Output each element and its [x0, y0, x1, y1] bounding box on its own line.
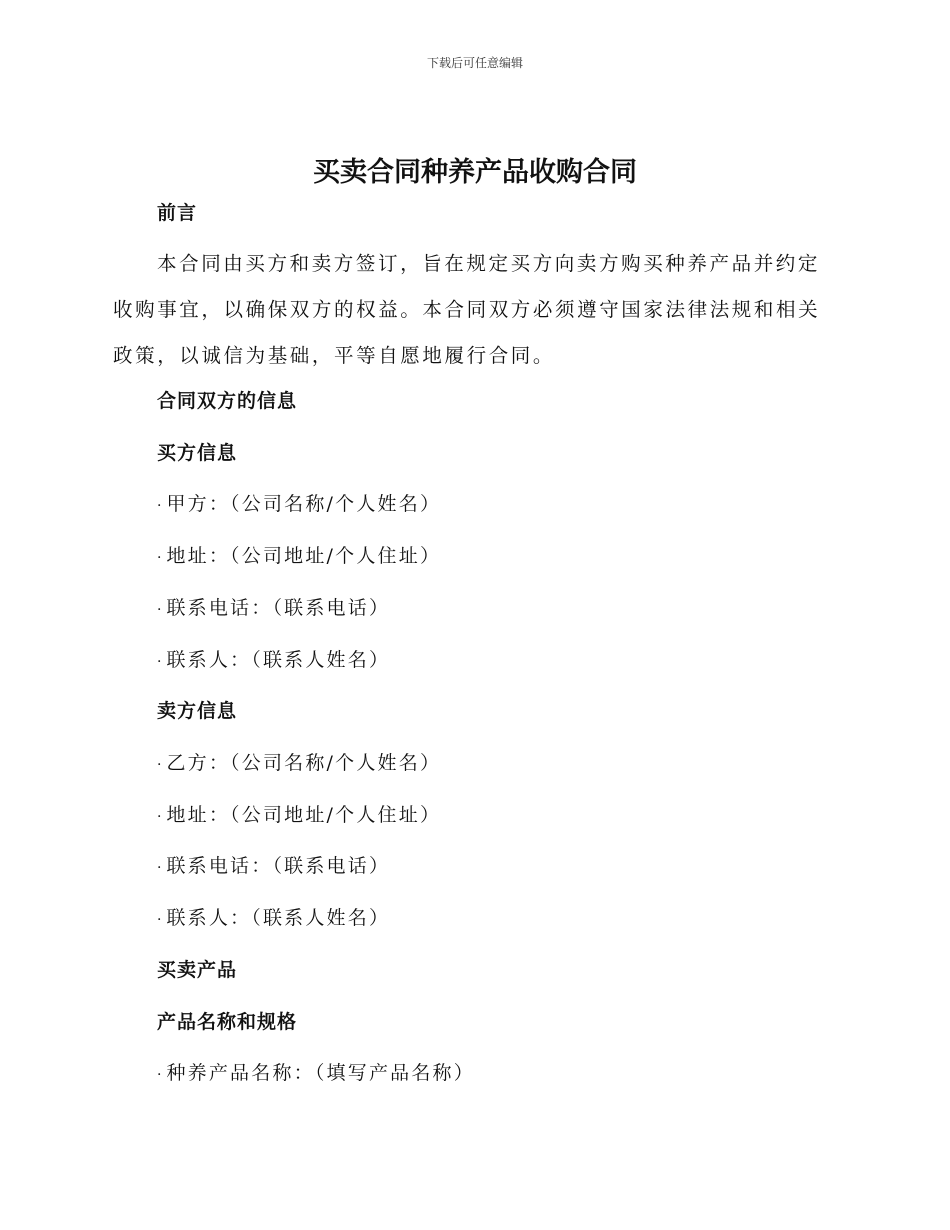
- list-item-text: 地址：（公司地址/个人住址）: [166, 545, 442, 567]
- product-spec-heading: 产品名称和规格: [157, 1011, 298, 1033]
- bullet-icon: ·: [157, 757, 162, 773]
- list-item-text: 乙方：（公司名称/个人姓名）: [166, 752, 442, 774]
- bullet-icon: ·: [157, 1067, 162, 1083]
- list-item-text: 联系电话：（联系电话）: [166, 855, 391, 877]
- seller-item-phone: [157, 851, 390, 878]
- seller-item-party-b: [157, 748, 441, 775]
- list-item-text: 种养产品名称：（填写产品名称）: [166, 1062, 475, 1084]
- bullet-icon: ·: [157, 860, 162, 876]
- preface-heading: 前言: [157, 202, 198, 224]
- document-title: 买卖合同种养产品收购合同: [313, 157, 637, 188]
- buyer-item-phone: [157, 593, 390, 620]
- buyer-item-party-a: [157, 489, 441, 516]
- product-item-name: [157, 1058, 475, 1085]
- list-item-text: 联系人：（联系人姓名）: [166, 907, 391, 929]
- bullet-icon: ·: [157, 498, 162, 514]
- parties-heading: 合同双方的信息: [157, 390, 298, 412]
- buyer-item-address: [157, 541, 441, 568]
- buyer-heading: 买方信息: [157, 442, 238, 464]
- buyer-item-contact: [157, 645, 390, 672]
- seller-heading: 卖方信息: [157, 700, 238, 722]
- page-header-note: 下载后可任意编辑: [426, 56, 523, 70]
- seller-item-contact: [157, 903, 390, 930]
- preface-paragraph: 本合同由买方和卖方签订，旨在规定买方向卖方购买种养产品并约定收购事宜，以确保双方的权益。本合同双方必须遵守国家法律法规和相关政策，以诚信为基础，平等自愿地履行合同。: [113, 252, 821, 367]
- list-item-text: 联系电话：（联系电话）: [166, 597, 391, 619]
- product-heading: 买卖产品: [157, 959, 238, 981]
- bullet-icon: ·: [157, 602, 162, 618]
- list-item-text: 甲方：（公司名称/个人姓名）: [166, 493, 442, 515]
- list-item-text: 联系人：（联系人姓名）: [166, 649, 391, 671]
- list-item-text: 地址：（公司地址/个人住址）: [166, 804, 442, 826]
- bullet-icon: ·: [157, 809, 162, 825]
- seller-item-address: [157, 800, 441, 827]
- bullet-icon: ·: [157, 550, 162, 566]
- bullet-icon: ·: [157, 912, 162, 928]
- bullet-icon: ·: [157, 654, 162, 670]
